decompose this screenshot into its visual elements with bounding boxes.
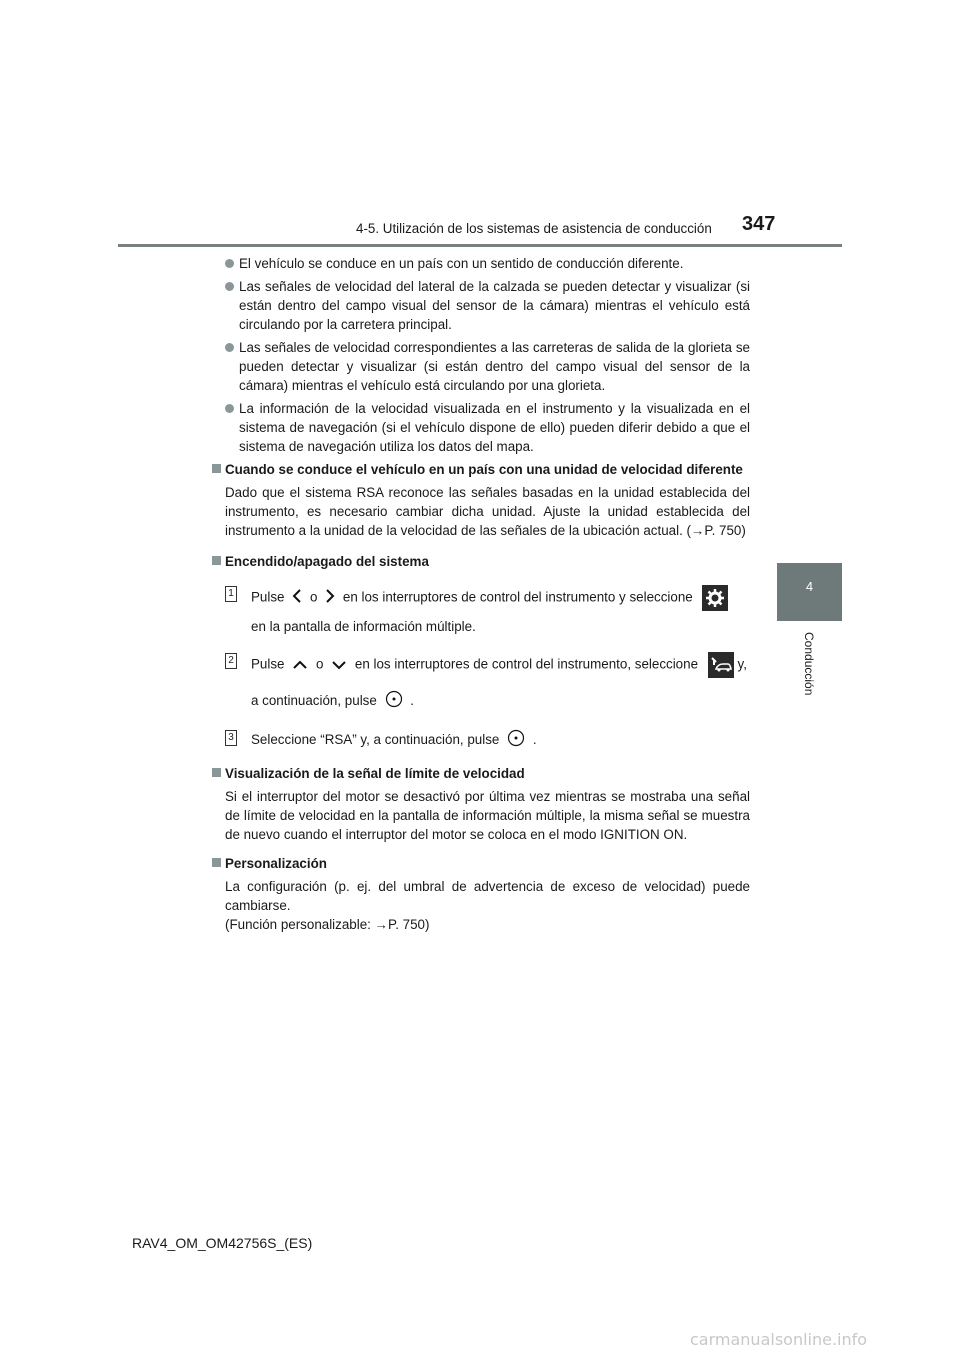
watermark: carmanualsonline.info <box>690 1330 868 1349</box>
section-body-reference: (Función personalizable: →P. 750) <box>225 917 430 932</box>
section-marker-icon <box>212 464 221 473</box>
step-3: 3 Seleccione “RSA” y, a continuación, pulse . <box>225 729 750 752</box>
bullet-icon <box>225 343 234 352</box>
chapter-tab-number: 4 <box>805 579 814 594</box>
vehicle-settings-icon <box>708 652 734 678</box>
chapter-tab <box>777 563 842 621</box>
list-item: Las señales de velocidad del lateral de la calzada se pueden detectar y visualizar (si están dentro del campo visual del sensor de la cámara) mientras el vehículo está circulando por la carretera principal. <box>212 277 750 334</box>
bullet-icon <box>225 259 234 268</box>
section-title: Cuando se conduce el vehículo en un país con una unidad de velocidad diferente <box>225 462 743 477</box>
section-body: La configuración (p. ej. del umbral de advertencia de exceso de velocidad) puede cambiarse. <box>225 879 750 913</box>
page-number: 347 <box>742 213 776 235</box>
main-content <box>212 254 750 934</box>
header-divider <box>118 244 842 247</box>
chevron-up-icon <box>292 656 308 675</box>
section-body: Si el interruptor del motor se desactivó por última vez mientras se mostraba una señal de límite de velocidad en la pantalla de información múltiple, la misma señal se muestra de nuevo cuando el interruptor del motor se coloca en el modo IGNITION ON. <box>225 789 750 842</box>
chapter-tab-label: Conducción <box>802 632 816 696</box>
step-1: 1 Pulse o en los interruptores de control del instrumento y seleccione en la pantalla de información múltiple. <box>225 585 750 636</box>
bullet-icon <box>225 282 234 291</box>
section-title: Visualización de la señal de límite de velocidad <box>225 766 525 781</box>
chevron-left-icon <box>292 588 302 609</box>
list-item: Las señales de velocidad correspondientes a las carreteras de salida de la glorieta se pueden detectar y visualizar (si están dentro del campo visual del sensor de la cámara) mientras el vehículo está circulando por una glorieta. <box>212 338 750 395</box>
section-display <box>212 764 750 844</box>
list-item: El vehículo se conduce en un país con un sentido de conducción diferente. <box>212 254 750 273</box>
section-custom <box>212 854 750 934</box>
chapter-title: 4-5. Utilización de los sistemas de asistencia de conducción <box>356 221 712 236</box>
section-marker-icon <box>212 768 221 777</box>
section-title: Personalización <box>225 856 327 871</box>
document-code: RAV4_OM_OM42756S_(ES) <box>132 1235 313 1251</box>
step-number: 3 <box>225 730 237 746</box>
ok-button-icon <box>507 729 525 752</box>
section-body: Dado que el sistema RSA reconoce las señales basadas en la unidad establecida del instrumento, es necesario cambiar dicha unidad. Ajuste la unidad establecida del instrumento a la unidad de la velocidad de las señales de la ubicación actual. (→P. 750) <box>225 485 750 538</box>
step-2: 2 Pulse o en los interruptores de control del instrumento, seleccione y, a continuación, pulse . <box>225 652 750 713</box>
section-title: Encendido/apagado del sistema <box>225 554 429 569</box>
list-item: La información de la velocidad visualizada en el instrumento y la visualizada en el sistema de navegación (si el vehículo dispone de ello) pueden diferir debido a que el sistema de navegación utiliza los datos del mapa. <box>212 399 750 456</box>
chevron-right-icon <box>325 588 335 609</box>
section-unit <box>212 460 750 540</box>
section-onoff <box>212 552 750 752</box>
ok-button-icon <box>385 690 403 713</box>
section-marker-icon <box>212 556 221 565</box>
gear-icon <box>702 585 728 611</box>
step-number: 1 <box>225 586 237 602</box>
bullet-icon <box>225 404 234 413</box>
chevron-down-icon <box>331 656 347 675</box>
step-number: 2 <box>225 653 237 669</box>
section-marker-icon <box>212 858 221 867</box>
